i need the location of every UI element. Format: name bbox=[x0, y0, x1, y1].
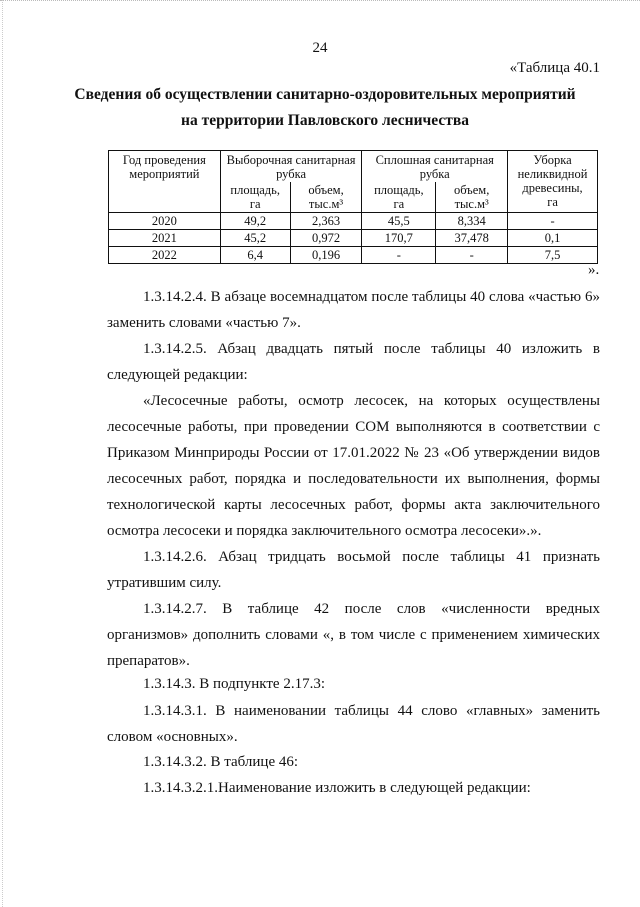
cell-clr-area: 45,5 bbox=[362, 213, 436, 230]
paragraph-1-3-14-2-5: 1.3.14.2.5. Абзац двадцать пятый после таблицы 40 изложить в следующей редакции: bbox=[107, 341, 600, 383]
table-row bbox=[109, 213, 598, 230]
cell-year: 2021 bbox=[109, 230, 221, 247]
cell-year: 2022 bbox=[109, 247, 221, 264]
sel-area-label: площадь, bbox=[230, 183, 280, 197]
header-cleanup bbox=[508, 151, 598, 213]
sel-volume-label: объем, bbox=[308, 183, 344, 197]
header-cleanup-unit: га bbox=[547, 195, 558, 209]
cell-clr-volume: 8,334 bbox=[436, 213, 508, 230]
paragraph-1-3-14-2-7: 1.3.14.2.7. В таблице 42 после слов «численности вредных организмов» дополнить словами «, в том числе с применением химических препаратов». bbox=[107, 601, 600, 669]
cell-year: 2020 bbox=[109, 213, 221, 230]
cell-cleanup: 7,5 bbox=[508, 247, 598, 264]
clr-volume-label: объем, bbox=[453, 183, 490, 197]
scan-edge-top bbox=[0, 0, 640, 1]
page-number: 24 bbox=[312, 40, 328, 56]
table-row bbox=[109, 230, 598, 247]
paragraph-1-3-14-3: 1.3.14.3. В подпункте 2.17.3: bbox=[143, 676, 326, 692]
clr-area-unit: га bbox=[393, 197, 405, 211]
scan-edge-left bbox=[2, 0, 3, 907]
table-row bbox=[109, 247, 598, 264]
paragraph-1-3-14-3-2: 1.3.14.3.2. В таблице 46: bbox=[143, 754, 299, 770]
cell-sel-area: 45,2 bbox=[220, 230, 290, 247]
cell-sel-volume: 2,363 bbox=[290, 213, 362, 230]
cell-sel-volume: 0,196 bbox=[290, 247, 362, 264]
sanitary-measures-table bbox=[108, 150, 598, 264]
header-selective-felling: Выборочная санитарная рубка bbox=[220, 151, 362, 183]
paragraph-1-3-14-3-1: 1.3.14.3.1. В наименовании таблицы 44 слово «главных» заменить словом «основных». bbox=[107, 703, 600, 745]
cell-sel-area: 6,4 bbox=[220, 247, 290, 264]
cell-cleanup: - bbox=[508, 213, 598, 230]
subheader-sel-volume bbox=[290, 182, 362, 213]
cell-sel-volume: 0,972 bbox=[290, 230, 362, 247]
cell-clr-area: - bbox=[362, 247, 436, 264]
cell-clr-volume: 37,478 bbox=[436, 230, 508, 247]
sel-volume-unit: тыс.м³ bbox=[308, 197, 344, 211]
closing-quote-mark: ». bbox=[588, 262, 600, 278]
paragraph-1-3-14-2-6: 1.3.14.2.6. Абзац тридцать восьмой после таблицы 41 признать утратившим силу. bbox=[107, 549, 600, 591]
clr-area-label: площадь, bbox=[374, 183, 424, 197]
cell-clr-area: 170,7 bbox=[362, 230, 436, 247]
clr-volume-unit: тыс.м³ bbox=[454, 197, 489, 211]
table-header-row bbox=[109, 151, 598, 183]
table-title-line-2: на территории Павловского лесничества bbox=[181, 112, 469, 129]
cell-sel-area: 49,2 bbox=[220, 213, 290, 230]
subheader-sel-area bbox=[220, 182, 290, 213]
cell-clr-volume: - bbox=[436, 247, 508, 264]
paragraph-1-3-14-2-4: 1.3.14.2.4. В абзаце восемнадцатом после таблицы 40 слова «частью 6» заменить словами «частью 7». bbox=[107, 289, 600, 331]
paragraph-quoted-text: «Лесосечные работы, осмотр лесосек, на которых осуществлены лесосечные работы, при проведении СОМ выполняются в соответствии с Приказом Минприроды России от 17.01.2022 № 23 «Об утверждении видов лесосечных работ, порядка и последовательности их выполнения, формы технологической карты лесосечных работ, формы акта заключительного осмотра лесосеки и порядка заключительного осмотра лесосеки».». bbox=[107, 393, 600, 539]
header-clear-felling: Сплошная санитарная рубка bbox=[362, 151, 508, 183]
cell-cleanup: 0,1 bbox=[508, 230, 598, 247]
table-label: «Таблица 40.1 bbox=[509, 60, 600, 76]
table-title-line-1: Сведения об осуществлении санитарно-оздоровительных мероприятий bbox=[74, 86, 576, 103]
header-cleanup-label: Уборка неликвидной древесины, bbox=[517, 153, 588, 195]
sel-area-unit: га bbox=[249, 197, 261, 211]
header-year: Год проведения мероприятий bbox=[109, 151, 221, 213]
paragraph-1-3-14-3-2-1: 1.3.14.3.2.1.Наименование изложить в следующей редакции: bbox=[143, 780, 531, 796]
subheader-clr-area bbox=[362, 182, 436, 213]
subheader-clr-volume bbox=[436, 182, 508, 213]
